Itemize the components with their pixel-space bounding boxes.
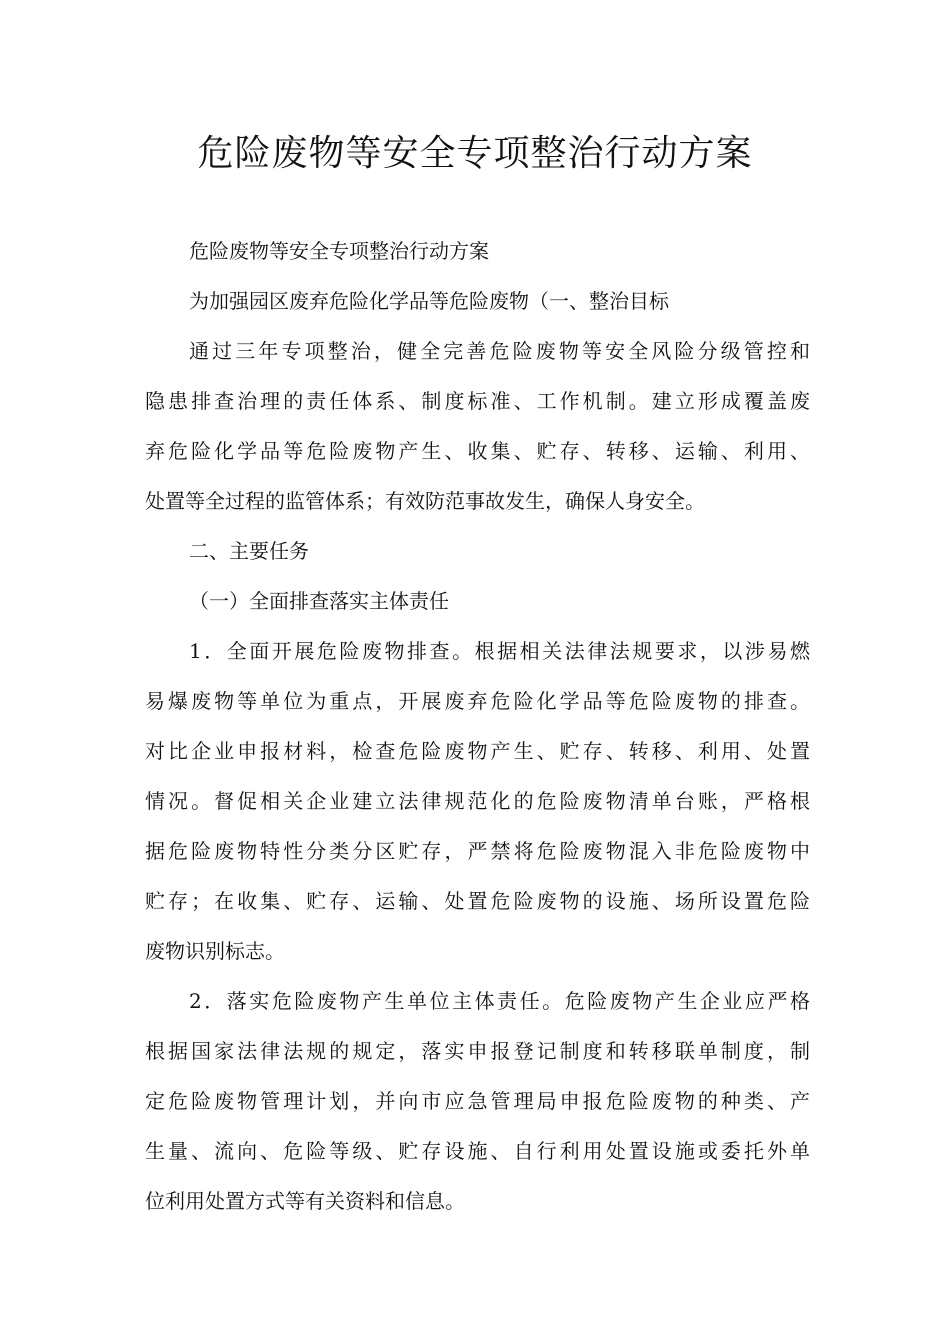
subsection-heading: （一）全面排查落实主体责任 bbox=[189, 589, 449, 613]
paragraph-line: 对比企业申报材料，检查危险废物产生、贮存、转移、利用、处置 bbox=[145, 739, 810, 763]
paragraph-line: 情况。督促相关企业建立法律规范化的危险废物清单台账，严格根 bbox=[145, 789, 810, 813]
intro-line: 为加强园区废弃危险化学品等危险废物（一、整治目标 bbox=[189, 289, 669, 313]
subtitle-line: 危险废物等安全专项整治行动方案 bbox=[189, 239, 489, 263]
paragraph-line: 根据国家法律法规的规定，落实申报登记制度和转移联单制度，制 bbox=[145, 1039, 810, 1063]
paragraph-line: 通过三年专项整治，健全完善危险废物等安全风险分级管控和 bbox=[189, 339, 810, 363]
paragraph-line: 易爆废物等单位为重点，开展废弃危险化学品等危险废物的排查。 bbox=[145, 689, 810, 713]
paragraph-line: 贮存；在收集、贮存、运输、处置危险废物的设施、场所设置危险 bbox=[145, 889, 810, 913]
paragraph-line: 隐患排查治理的责任体系、制度标准、工作机制。建立形成覆盖废 bbox=[145, 389, 810, 413]
paragraph-line: 定危险废物管理计划，并向市应急管理局申报危险废物的种类、产 bbox=[145, 1089, 810, 1113]
paragraph-line: 2．落实危险废物产生单位主体责任。危险废物产生企业应严格 bbox=[189, 989, 810, 1013]
paragraph-line: 处置等全过程的监管体系；有效防范事故发生，确保人身安全。 bbox=[145, 489, 705, 513]
paragraph-line: 据危险废物特性分类分区贮存，严禁将危险废物混入非危险废物中 bbox=[145, 839, 810, 863]
paragraph-line: 位利用处置方式等有关资料和信息。 bbox=[145, 1189, 465, 1213]
paragraph-line: 废物识别标志。 bbox=[145, 939, 285, 963]
document-title: 危险废物等安全专项整治行动方案 bbox=[197, 133, 753, 174]
paragraph-line: 生量、流向、危险等级、贮存设施、自行利用处置设施或委托外单 bbox=[145, 1139, 810, 1163]
paragraph-line: 弃危险化学品等危险废物产生、收集、贮存、转移、运输、利用、 bbox=[145, 439, 810, 463]
section-heading: 二、主要任务 bbox=[189, 539, 309, 563]
paragraph-line: 1．全面开展危险废物排查。根据相关法律法规要求，以涉易燃 bbox=[189, 639, 810, 663]
